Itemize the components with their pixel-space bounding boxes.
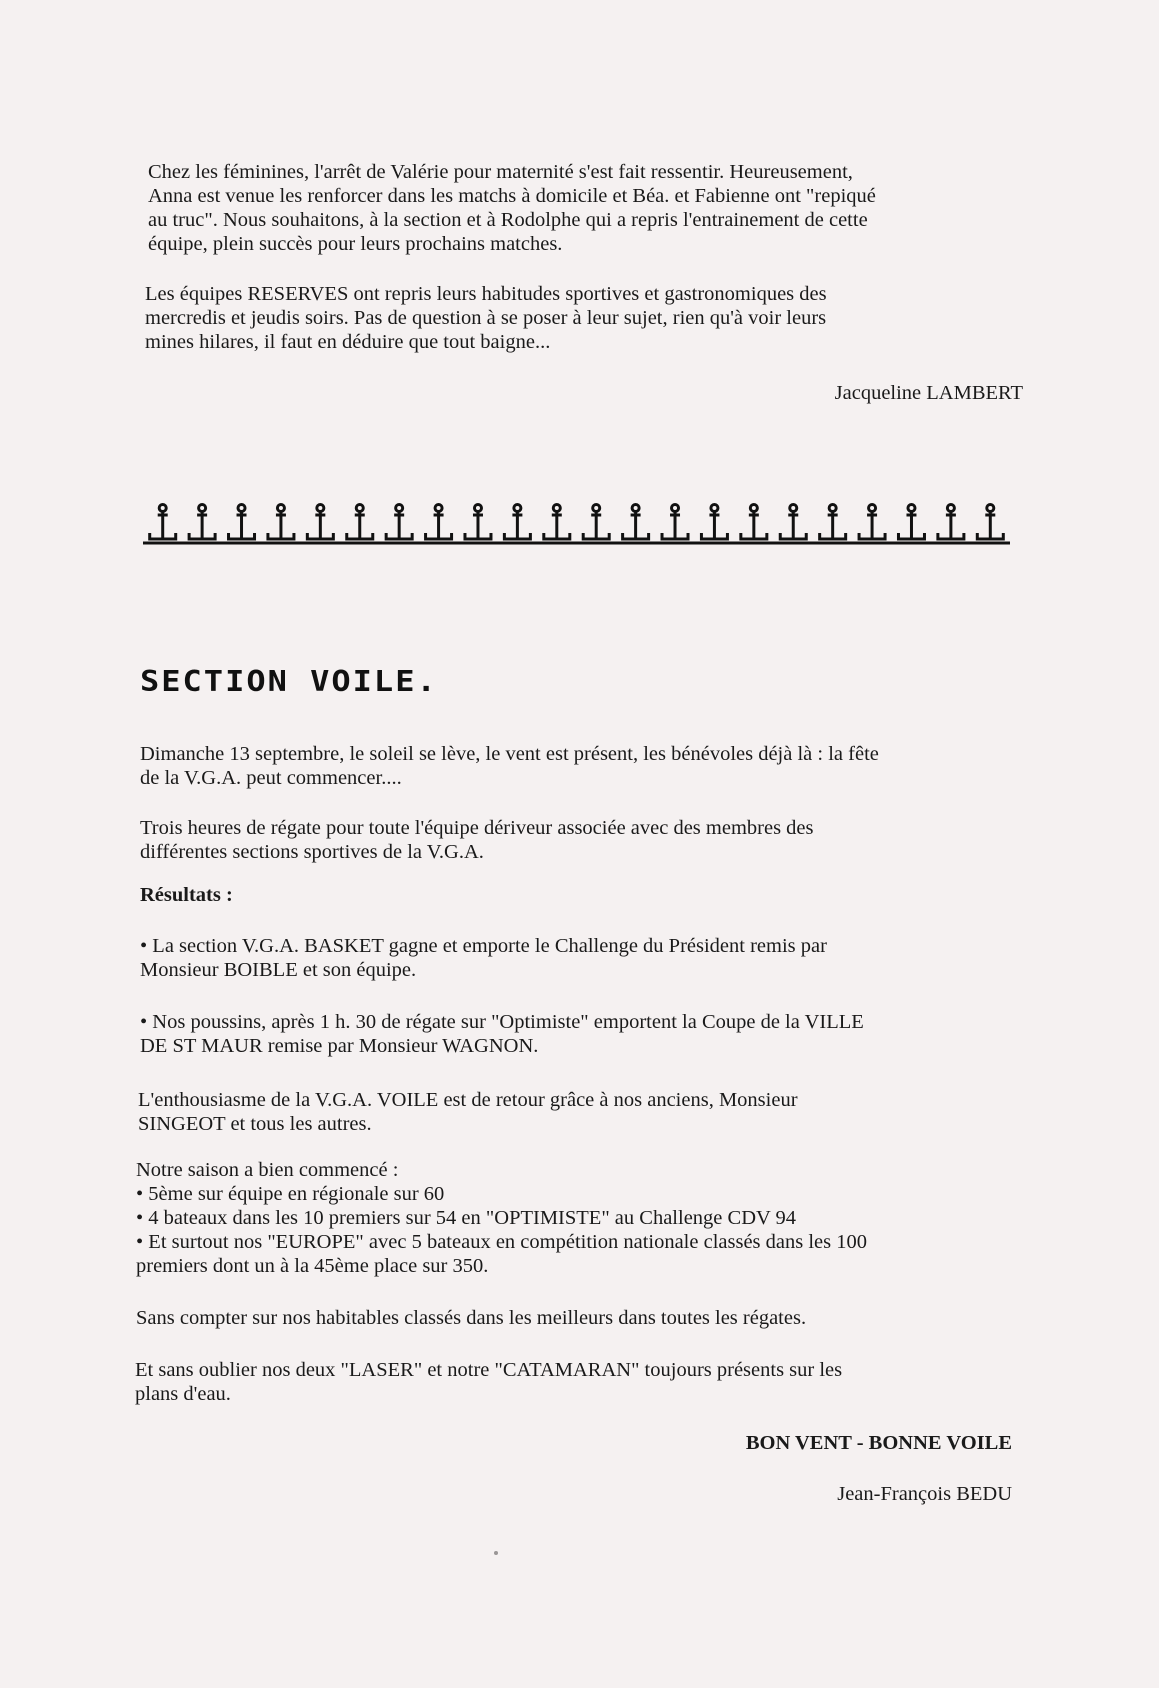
paragraph-basket (140, 934, 1020, 982)
anchor-icon (347, 505, 373, 540)
text-line: Monsieur BOIBLE et son équipe. (140, 959, 417, 981)
paragraph-trois-heures (140, 816, 1020, 864)
text-line: Et sans oublier nos deux "LASER" et notre "CATAMARAN" toujours présents sur les (135, 1359, 843, 1381)
paragraph-poussins (140, 1010, 1017, 1058)
anchor-icon (701, 505, 727, 540)
text-line: équipe, plein succès pour leurs prochains matches. (148, 233, 563, 255)
list-item: • Et surtout nos "EUROPE" avec 5 bateaux en compétition nationale classés dans les 100 (136, 1231, 868, 1253)
paragraph-saison (136, 1158, 1014, 1278)
anchor-icon (820, 505, 846, 540)
anchor-border (143, 503, 1010, 553)
anchor-icon (583, 505, 609, 540)
signature-bedu: Jean-François BEDU (837, 1483, 1012, 1505)
text-line: mercredis et jeudis soirs. Pas de question à se poser à leur sujet, rien qu'à voir leurs (145, 307, 827, 329)
anchor-icon (465, 505, 491, 540)
anchor-icon (229, 505, 255, 540)
paper-speck (494, 1551, 498, 1555)
anchor-icon (898, 505, 924, 540)
text-line: premiers dont un à la 45ème place sur 350. (136, 1255, 489, 1277)
paragraph-laser (135, 1358, 1013, 1406)
list-item: • 5ème sur équipe en régionale sur 60 (136, 1183, 445, 1205)
text-line: • La section V.G.A. BASKET gagne et emporte le Challenge du Président remis par (140, 935, 827, 957)
anchor-icon (504, 505, 530, 540)
anchor-icon (938, 505, 964, 540)
anchor-icon (386, 505, 412, 540)
text-line: Notre saison a bien commencé : (136, 1159, 399, 1181)
text-line: Dimanche 13 septembre, le soleil se lève, le vent est présent, les bénévoles déjà là : la fête (140, 743, 879, 765)
text-line: au truc". Nous souhaitons, à la section et à Rodolphe qui a repris l'entrainement de cette (148, 209, 868, 231)
text-line: Chez les féminines, l'arrêt de Valérie pour maternité s'est fait ressentir. Heureusement, (148, 161, 853, 183)
anchor-icon (780, 505, 806, 540)
text-line: Les équipes RESERVES ont repris leurs habitudes sportives et gastronomiques des (145, 283, 827, 305)
text-line: Anna est venue les renforcer dans les matchs à domicile et Béa. et Fabienne ont "repiqué (148, 185, 876, 207)
text-line: SINGEOT et tous les autres. (138, 1113, 372, 1135)
anchor-icon (859, 505, 885, 540)
text-line: • Nos poussins, après 1 h. 30 de régate sur "Optimiste" emportent la Coupe de la VILLE (140, 1011, 864, 1033)
text-line: DE ST MAUR remise par Monsieur WAGNON. (140, 1035, 539, 1057)
anchor-icon (544, 505, 570, 540)
anchor-icon (307, 505, 333, 540)
anchor-icon (977, 505, 1003, 540)
anchor-icon (662, 505, 688, 540)
text-line: Trois heures de régate pour toute l'équipe dériveur associée avec des membres des (140, 817, 814, 839)
paragraph-enthousiasme (138, 1088, 1017, 1136)
anchor-icon (741, 505, 767, 540)
text-line: plans d'eau. (135, 1383, 231, 1405)
section-title: SECTION VOILE. (140, 664, 438, 699)
text-line: mines hilares, il faut en déduire que tout baigne... (145, 331, 551, 353)
anchor-icon (189, 505, 215, 540)
anchor-icon (426, 505, 452, 540)
anchor-icon (268, 505, 294, 540)
paragraph-reserves (145, 282, 1023, 354)
results-heading: Résultats : (140, 884, 233, 906)
anchor-icon (623, 505, 649, 540)
paragraph-habitables: Sans compter sur nos habitables classés dans les meilleurs dans toutes les régates. (136, 1307, 807, 1329)
text-line: L'enthousiasme de la V.G.A. VOILE est de retour grâce à nos anciens, Monsieur (138, 1089, 798, 1111)
closing-motto: BON VENT - BONNE VOILE (745, 1432, 1012, 1454)
anchor-icon (150, 505, 176, 540)
text-line: de la V.G.A. peut commencer.... (140, 767, 402, 789)
list-item: • 4 bateaux dans les 10 premiers sur 54 en "OPTIMISTE" au Challenge CDV 94 (136, 1207, 797, 1229)
text-line: différentes sections sportives de la V.G.A. (140, 841, 484, 863)
paragraph-feminines (148, 160, 1024, 256)
signature-lambert: Jacqueline LAMBERT (834, 382, 1023, 404)
paragraph-dimanche (140, 742, 1020, 790)
